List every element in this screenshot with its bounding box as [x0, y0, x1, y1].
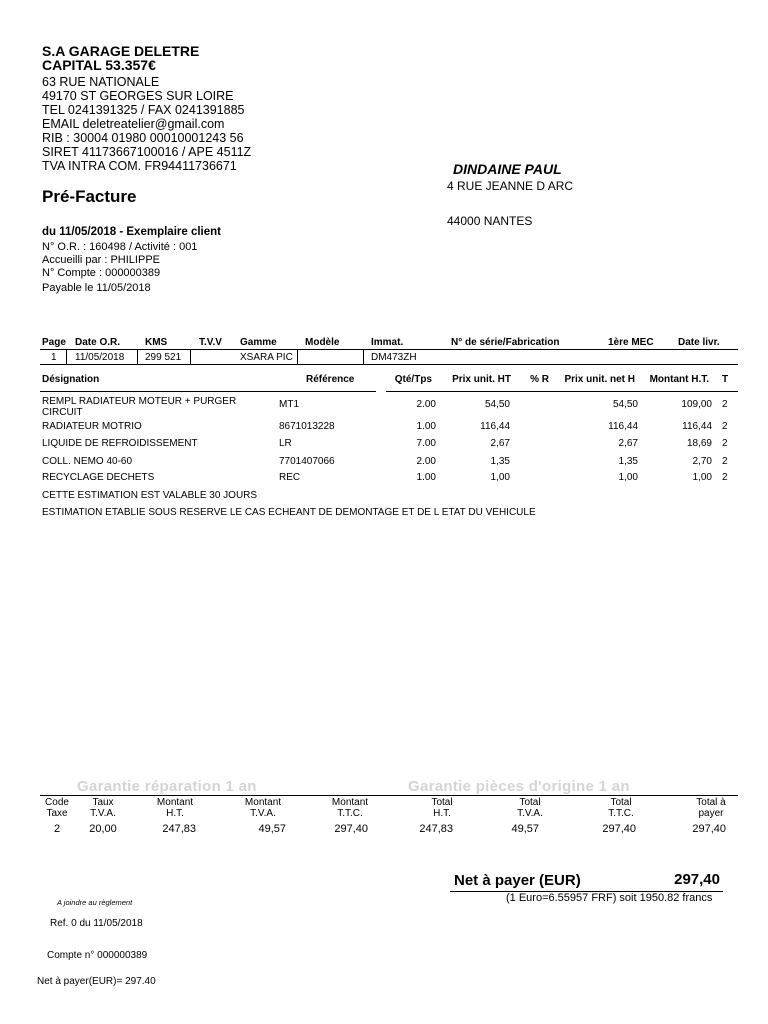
net-to-pay-value: 297,40	[674, 871, 720, 888]
order-number: N° O.R. : 160498 / Activité : 001	[42, 241, 198, 253]
estimate-note: CETTE ESTIMATION EST VALABLE 30 JOURS	[42, 490, 258, 501]
client-name: DINDAINE PAUL	[453, 161, 562, 177]
company-capital: CAPITAL 53.357€	[42, 57, 156, 73]
totals-montant-ttc: 297,40	[334, 823, 368, 835]
accueil-par: Accueilli par : PHILIPPE	[42, 254, 160, 266]
payable-date: Payable le 11/05/2018	[42, 282, 151, 294]
totals-total-ht: 247,83	[419, 823, 453, 835]
document-date: du 11/05/2018 - Exemplaire client	[42, 226, 221, 238]
item-qty: 2.00	[416, 456, 436, 467]
vehicle-header-cell: Date livr.	[678, 337, 720, 348]
totals-taux-tva: 20,00	[89, 823, 117, 835]
item-pu-ht: 2,67	[490, 438, 510, 449]
item-reference: MT1	[279, 399, 299, 410]
item-montant: 109,00	[681, 399, 712, 410]
vehicle-col-sep	[66, 350, 67, 364]
vehicle-page: 1	[51, 352, 57, 363]
items-header-montant: Montant H.T.	[649, 374, 709, 385]
vehicle-col-sep	[137, 350, 138, 364]
item-pu-net: 1,35	[618, 456, 638, 467]
totals-header-line: T.T.C.	[608, 807, 634, 819]
item-pu-ht: 1,35	[490, 456, 510, 467]
vehicle-header-cell: Gamme	[240, 337, 277, 348]
vehicle-header-cell: Immat.	[371, 337, 404, 348]
totals-header-cell	[594, 798, 648, 819]
vehicle-header-cell: Modèle	[305, 337, 340, 348]
totals-montant-tva: 49,57	[258, 823, 286, 835]
account-number: N° Compte : 000000389	[42, 267, 161, 279]
totals-header-cell	[83, 798, 123, 819]
totals-total-a-payer: 297,40	[692, 823, 726, 835]
vehicle-date: 11/05/2018	[75, 352, 125, 363]
stub-account: Compte n° 000000389	[47, 950, 148, 961]
items-header-pu-ht: Prix unit. HT	[452, 374, 511, 385]
item-designation: LIQUIDE DE REFROIDISSEMENT	[42, 438, 198, 449]
totals-header-line: Total	[431, 797, 453, 808]
totals-header-cell	[323, 798, 377, 819]
company-name: S.A GARAGE DELETRE	[42, 43, 200, 59]
item-designation	[42, 396, 236, 418]
item-designation-line: REMPL RADIATEUR MOTEUR + PURGER	[42, 396, 237, 407]
vehicle-header-cell: Page	[42, 337, 66, 348]
item-montant: 1,00	[692, 472, 712, 483]
totals-header-line: Montant	[244, 797, 282, 808]
company-line: TEL 0241391325 / FAX 0241391885	[42, 103, 245, 117]
items-header-divider-right	[386, 391, 738, 392]
totals-header-line: Total	[519, 797, 541, 808]
item-pu-ht: 54,50	[484, 399, 510, 410]
vehicle-kms: 299 521	[145, 352, 182, 363]
totals-total-tva: 49,57	[511, 823, 539, 835]
items-header-remise: % R	[530, 374, 549, 385]
totals-header-line: payer	[698, 807, 724, 819]
item-pu-net: 54,50	[612, 399, 638, 410]
stub-net: Net à payer(EUR)= 297.40	[37, 976, 156, 987]
vehicle-col-sep	[190, 350, 191, 364]
items-header-reference: Référence	[306, 374, 355, 385]
totals-header-cell	[236, 798, 290, 819]
items-header-qty: Qté/Tps	[394, 374, 432, 385]
company-line: SIRET 41173667100016 / APE 4511Z	[42, 145, 252, 159]
totals-header-line: Taux	[92, 797, 114, 808]
item-pu-ht: 116,44	[480, 421, 510, 432]
company-line: 49170 ST GEORGES SUR LOIRE	[42, 89, 234, 103]
page-title: Pré-Facture	[42, 187, 137, 206]
item-reference: 7701407066	[279, 456, 335, 467]
totals-code-taxe: 2	[53, 823, 61, 835]
items-header-divider-left	[40, 391, 376, 392]
vehicle-col-sep	[297, 350, 298, 364]
totals-header-line: T.T.C.	[337, 807, 363, 819]
vehicle-header-cell: Date O.R.	[75, 337, 121, 348]
totals-header-cell	[415, 798, 469, 819]
item-designation: RADIATEUR MOTRIO	[42, 421, 142, 432]
item-pu-net: 1,00	[618, 472, 638, 483]
totals-header-line: T.V.A.	[90, 807, 116, 819]
estimate-note: ESTIMATION ETABLIE SOUS RESERVE LE CAS ECHEANT DE DEMONTAGE ET DE L ETAT DU VEHICULE	[42, 507, 536, 518]
item-designation: COLL. NEMO 40-60	[42, 456, 133, 467]
totals-header-cell	[37, 798, 77, 819]
totals-header-line: Montant	[156, 797, 194, 808]
currency-conversion: (1 Euro=6.55957 FRF) soit 1950.82 francs	[506, 892, 713, 904]
vehicle-col-sep	[363, 350, 364, 364]
stub-reference: Ref. 0 du 11/05/2018	[50, 918, 143, 929]
vehicle-header-divider	[40, 349, 738, 350]
company-line: 63 RUE NATIONALE	[42, 75, 160, 89]
item-pu-net: 116,44	[608, 421, 638, 432]
item-qty: 1.00	[416, 421, 436, 432]
item-tax-code: 2	[722, 399, 728, 410]
net-to-pay-label: Net à payer (EUR)	[454, 872, 581, 889]
guarantee-pieces: Garantie pièces d'origine 1 an	[408, 778, 630, 795]
totals-header-line: H.T.	[433, 807, 451, 819]
item-reference: REC	[279, 472, 301, 483]
item-montant: 2,70	[692, 456, 712, 467]
company-line: TVA INTRA COM. FR94411736671	[42, 159, 237, 173]
totals-header-line: Montant	[331, 797, 369, 808]
totals-header-line: T.V.A.	[250, 807, 276, 819]
company-address-block	[42, 75, 251, 173]
item-montant: 18,69	[686, 438, 712, 449]
company-email: EMAIL deletreatelier@gmail.com	[42, 117, 225, 131]
items-header-pu-net: Prix unit. net H	[564, 374, 635, 385]
totals-header-line: Taxe	[46, 807, 68, 819]
totals-montant-ht: 247,83	[162, 823, 196, 835]
item-qty: 1.00	[416, 472, 436, 483]
item-tax-code: 2	[722, 438, 728, 449]
client-city: 44000 NANTES	[447, 214, 533, 228]
company-line: RIB : 30004 01980 00010001243 56	[42, 131, 244, 145]
totals-top-divider	[40, 795, 738, 796]
totals-header-cell	[148, 798, 202, 819]
totals-header-line: Code	[45, 797, 69, 808]
items-header-designation: Désignation	[42, 374, 100, 385]
vehicle-header-cell: T.V.V	[199, 337, 222, 348]
vehicle-header-cell: 1ère MEC	[608, 337, 654, 348]
item-montant: 116,44	[682, 421, 712, 432]
item-reference: LR	[279, 438, 292, 449]
totals-header-line: T.V.A.	[517, 807, 543, 819]
vehicle-header-cell: N° de série/Fabrication	[451, 337, 560, 348]
vehicle-immat: DM473ZH	[371, 352, 417, 363]
item-tax-code: 2	[722, 456, 728, 467]
item-tax-code: 2	[722, 421, 728, 432]
item-pu-ht: 1,00	[490, 472, 510, 483]
vehicle-header-cell: KMS	[145, 337, 168, 348]
item-qty: 2.00	[416, 399, 436, 410]
totals-header-line: H.T.	[166, 807, 184, 819]
totals-header-cell	[684, 798, 738, 819]
totals-header-line: Total	[610, 797, 632, 808]
totals-header-cell	[503, 798, 557, 819]
item-designation-line: CIRCUIT	[42, 407, 83, 418]
vehicle-row-divider	[40, 364, 738, 365]
item-qty: 7.00	[416, 438, 436, 449]
stub-instruction: A joindre au règlement	[57, 898, 133, 907]
item-tax-code: 2	[722, 472, 728, 483]
item-pu-net: 2,67	[618, 438, 638, 449]
guarantee-reparation: Garantie réparation 1 an	[77, 778, 257, 795]
item-reference: 8671013228	[279, 421, 335, 432]
items-header-t: T	[722, 374, 729, 385]
client-address: 4 RUE JEANNE D ARC	[447, 179, 574, 193]
item-designation: RECYCLAGE DECHETS	[42, 472, 155, 483]
totals-header-line: Total à	[696, 797, 726, 808]
vehicle-gamme: XSARA PIC	[240, 352, 293, 363]
totals-total-ttc: 297,40	[602, 823, 636, 835]
